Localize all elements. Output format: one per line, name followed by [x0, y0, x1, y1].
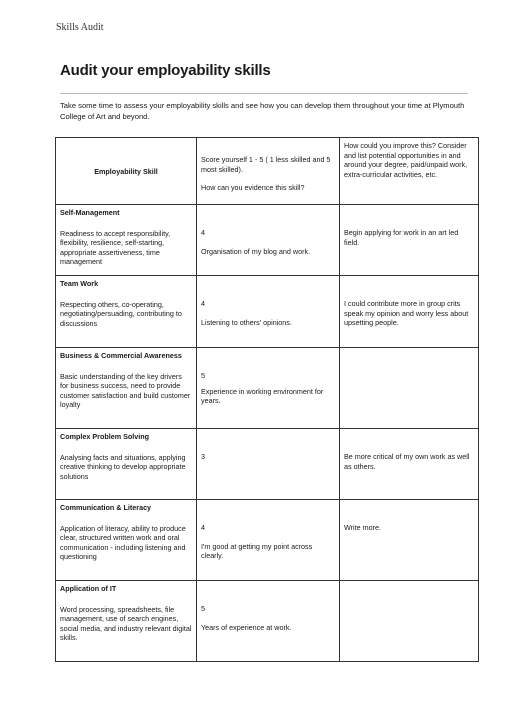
skill-improvement: Begin applying for work in an art led field.	[344, 228, 459, 247]
skill-score: 5	[201, 371, 205, 380]
score-cell	[197, 276, 340, 348]
skill-improvement: I could contribute more in group crits speak my opinion and worry less about upsetting people.	[344, 299, 469, 328]
skill-score: 5	[201, 604, 205, 613]
skill-evidence: Experience in working environment for years.	[201, 386, 324, 406]
skill-evidence: Years of experience at work.	[201, 622, 292, 632]
skill-description: Respecting others, co-operating, negotiating/persuading, contributing to discussions	[60, 299, 182, 328]
skill-cell	[56, 348, 197, 429]
page-header: Skills Audit	[56, 22, 104, 33]
table-row	[56, 500, 479, 581]
score-cell	[197, 205, 340, 276]
skill-cell	[56, 276, 197, 348]
skill-cell	[56, 500, 197, 581]
skill-score: 4	[201, 523, 205, 532]
skill-evidence: Listening to others' opinions.	[201, 317, 292, 327]
header-improve-label: How could you improve this? Consider and list potential opportunities in and around your degree, paid/unpaid work, extra-curricular activities, etc.	[344, 141, 468, 179]
skill-description: Application of literacy, ability to produce clear, structured written work and oral communication - including listening and questioning	[60, 523, 186, 562]
improve-cell	[340, 429, 479, 500]
skill-cell	[56, 581, 197, 662]
table-row	[56, 581, 479, 662]
improve-cell	[340, 581, 479, 662]
skill-title: Application of IT	[60, 584, 117, 593]
header-score-line1: Score yourself 1 - 5 ( 1 less skilled and 5 most skilled).	[201, 155, 331, 174]
skill-cell	[56, 205, 197, 276]
skill-title: Communication & Literacy	[60, 503, 152, 512]
table-row	[56, 429, 479, 500]
skill-description: Analysing facts and situations, applying creative thinking to develop appropriate solutions	[60, 452, 186, 481]
skill-title: Business & Commercial Awareness	[60, 351, 182, 360]
title-divider	[60, 93, 468, 94]
table-row	[56, 348, 479, 429]
header-skill-label: Employability Skill	[94, 166, 158, 176]
score-cell	[197, 348, 340, 429]
skill-description: Word processing, spreadsheets, file management, use of search engines, social media, and industry relevant digital skills.	[60, 604, 192, 643]
skill-improvement: Be more critical of my own work as well as others.	[344, 452, 470, 471]
score-cell	[197, 500, 340, 581]
improve-cell	[340, 500, 479, 581]
score-cell	[197, 581, 340, 662]
skill-evidence: I'm good at getting my point across clearly.	[201, 541, 313, 561]
table-row	[56, 205, 479, 276]
skill-title: Complex Problem Solving	[60, 432, 150, 441]
skill-score: 3	[201, 452, 205, 461]
header-score-line2: How can you evidence this skill?	[201, 183, 305, 193]
intro-text: Take some time to assess your employability skills and see how you can develop them throughout your time at Plymouth College of Art and beyond.	[60, 101, 465, 121]
table-row	[56, 276, 479, 348]
skill-title: Self-Management	[60, 208, 120, 217]
header-score	[197, 138, 340, 205]
skills-audit-table	[55, 137, 479, 662]
header-skill	[56, 138, 197, 205]
header-improve	[340, 138, 479, 205]
improve-cell	[340, 276, 479, 348]
skill-description: Basic understanding of the key drivers for business success, need to provide customer satisfaction and build customer loyalty	[60, 371, 191, 410]
skill-title: Team Work	[60, 279, 99, 288]
page-title: Audit your employability skills	[60, 62, 271, 79]
score-cell	[197, 429, 340, 500]
skill-description: Readiness to accept responsibility, flexibility, resilience, self-starting, appropriate assertiveness, time management	[60, 228, 171, 267]
improve-cell	[340, 205, 479, 276]
skill-score: 4	[201, 228, 205, 237]
table-header-row	[56, 138, 479, 205]
improve-cell	[340, 348, 479, 429]
skill-cell	[56, 429, 197, 500]
skill-evidence: Organisation of my blog and work.	[201, 246, 311, 256]
skill-score: 4	[201, 299, 205, 308]
skill-improvement: Write more.	[344, 523, 382, 532]
